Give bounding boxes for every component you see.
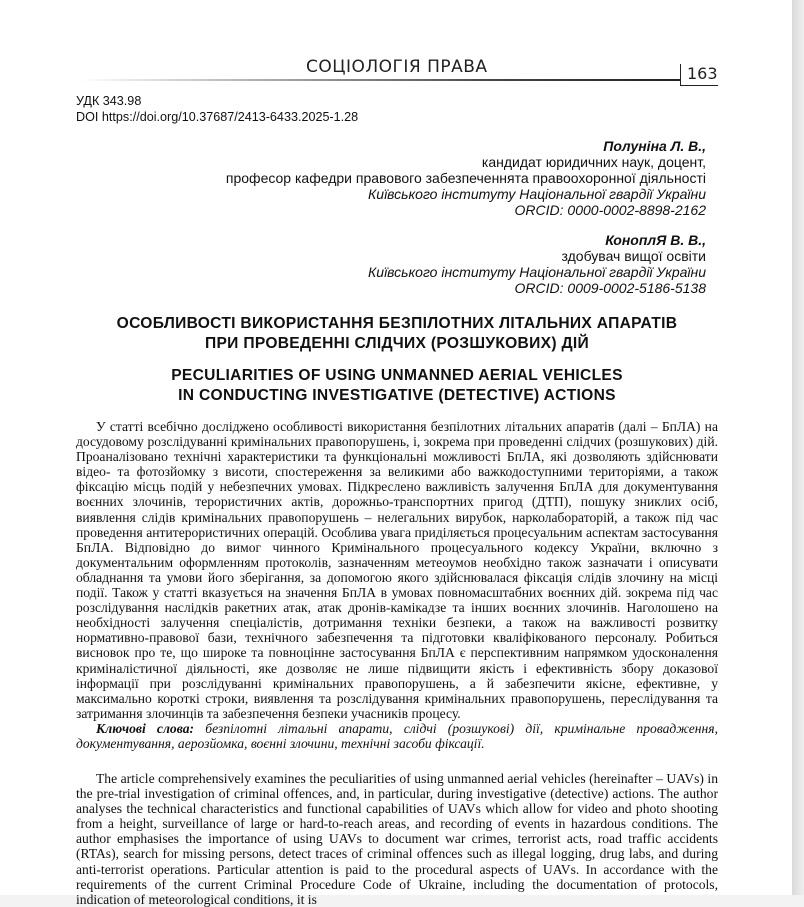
header-rule — [80, 79, 680, 81]
doi-link[interactable]: DOI https://doi.org/10.37687/2413-6433.2025-1.28 — [76, 110, 359, 124]
page-number: 163 — [680, 64, 718, 86]
author-2-name: КоноплЯ В. В., — [605, 232, 706, 248]
title-ukrainian — [60, 314, 734, 354]
title-english — [60, 366, 734, 406]
author-2-orcid[interactable]: ORCID: 0009-0002-5186-5138 — [514, 280, 706, 296]
title-uk-line-2: ПРИ ПРОВЕДЕННІ СЛІДЧИХ (РОЗШУКОВИХ) ДІЙ — [204, 335, 590, 352]
title-en-line-2: IN CONDUCTING INVESTIGATIVE (DETECTIVE) ACTIONS — [178, 387, 616, 404]
keywords-label: Ключові слова: — [96, 720, 195, 736]
author-1-name: Полуніна Л. В., — [603, 138, 706, 154]
viewer-page-edge — [792, 0, 804, 895]
journal-title: СОЦІОЛОГІЯ ПРАВА — [306, 57, 488, 77]
author-1-orcid[interactable]: ORCID: 0000-0002-8898-2162 — [514, 202, 706, 218]
abstract-uk-text: У статті всебічно досліджено особливості використання безпілотних літальних апаратів (далі – БпЛА) на досудовому розслідуванні кримінальних правопорушень, і, зокрема при проведенні слідчих (розшукових) дій. Проаналізовано технічні характеристики та функціональні можливості БпЛА, які дозволяють здійснювати відео- та фотозйомку з висоти, спостереження за великими або важкодоступними територіями, а також фіксацію місць подій у небезпечних умовах. Підкреслено важливість залучення БпЛА для документування воєнних злочинів, терористичних актів, дорожньо-транспортних пригод (ДТП), пошуку зниклих осіб, виявлення слідів кримінальних правопорушень – нелегальних вирубок, нарколабораторій, а також під час проведення антитерористичних операцій. Особлива увага приділяється процесуальним аспектам застосування БпЛА. Відповідно до вимог чинного Кримінального процесуального кодексу України, включно з документальним оформленням протоколів, зазначенням метеоумов необхідно також зазначати і описувати обладнання та умови його зберігання, за допомогою якого здійснювалася фіксація слідів злочину на місці події. Також у статті вказується на значення БпЛА в умовах повномасштабних воєнних дій. зокрема під час розслідування наслідків ракетних атак, атак дронів-камікадзе та інших воєнних злочинів. Наголошено на необхідності залучення спеціалістів, дотримання техніки безпеки, а також на важливості розвитку нормативно-правової бази, технічного забезпечення та підготовки кваліфікованого персоналу. Робиться висновок про те, що широке та повноцінне застосування БпЛА є перспективним напрямком удосконалення криміналістичної діяльності, яке дозволяє не лише підвищити якість і ефективність збору доказової інформації при розслідуванні кримінальних правопорушень, а й забезпечити якісне, ефективне, у максимально короткі строки, виявлення та розслідування кримінальних правопорушень, переслідування та затримання злочинців та забезпечення безпеки учасників процесу. — [76, 419, 718, 721]
author-2-institution: Київського інституту Національної гвардії України — [368, 264, 706, 280]
title-en-line-1: PECULIARITIES OF USING UNMANNED AERIAL VEHICLES — [171, 367, 623, 384]
author-1-position: професор кафедри правового забезпеченнята правоохоронної діяльності — [225, 170, 706, 186]
abstract-en-text: The article comprehensively examines the peculiarities of using unmanned aerial vehicles (hereinafter – UAVs) in the pre-trial investigation of criminal offences, and, in particular, during investigative (detective) actions. The author analyses the technical characteristics and functional capabilities of UAVs which allow for video and photo shooting from a height, surveillance of large or hard-to-reach areas, and recording of events in hazardous conditions. The author emphasises the importance of using UAVs to document war crimes, terrorist acts, road traffic accidents (RTAs), search for missing persons, detect traces of criminal offences such as illegal logging, drug labs, and during anti-terrorist operations. Particular attention is paid to the procedural aspects of UAVs. In accordance with the requirements of the current Criminal Procedure Code of Ukraine, including the documentation of protocols, indication of meteorological conditions, it is — [76, 771, 718, 907]
title-uk-line-1: ОСОБЛИВОСТІ ВИКОРИСТАННЯ БЕЗПІЛОТНИХ ЛІТАЛЬНИХ АПАРАТІВ — [116, 315, 678, 332]
abstract-ukrainian — [76, 419, 718, 751]
author-1-institution: Київського інституту Національної гвардії України — [368, 186, 706, 202]
abstract-english — [76, 771, 718, 907]
udc-code: УДК 343.98 — [76, 94, 142, 108]
author-1-degree: кандидат юридичних наук, доцент, — [481, 154, 706, 170]
keywords-uk — [76, 721, 718, 751]
keywords-text: безпілотні літальні апарати, слідчі (розшукові) дії, кримінальне провадження, документування, аерозйомка, воєнні злочини, технічні засоби фіксації. — [76, 720, 718, 751]
author-2-degree: здобувач вищої освіти — [561, 248, 706, 264]
